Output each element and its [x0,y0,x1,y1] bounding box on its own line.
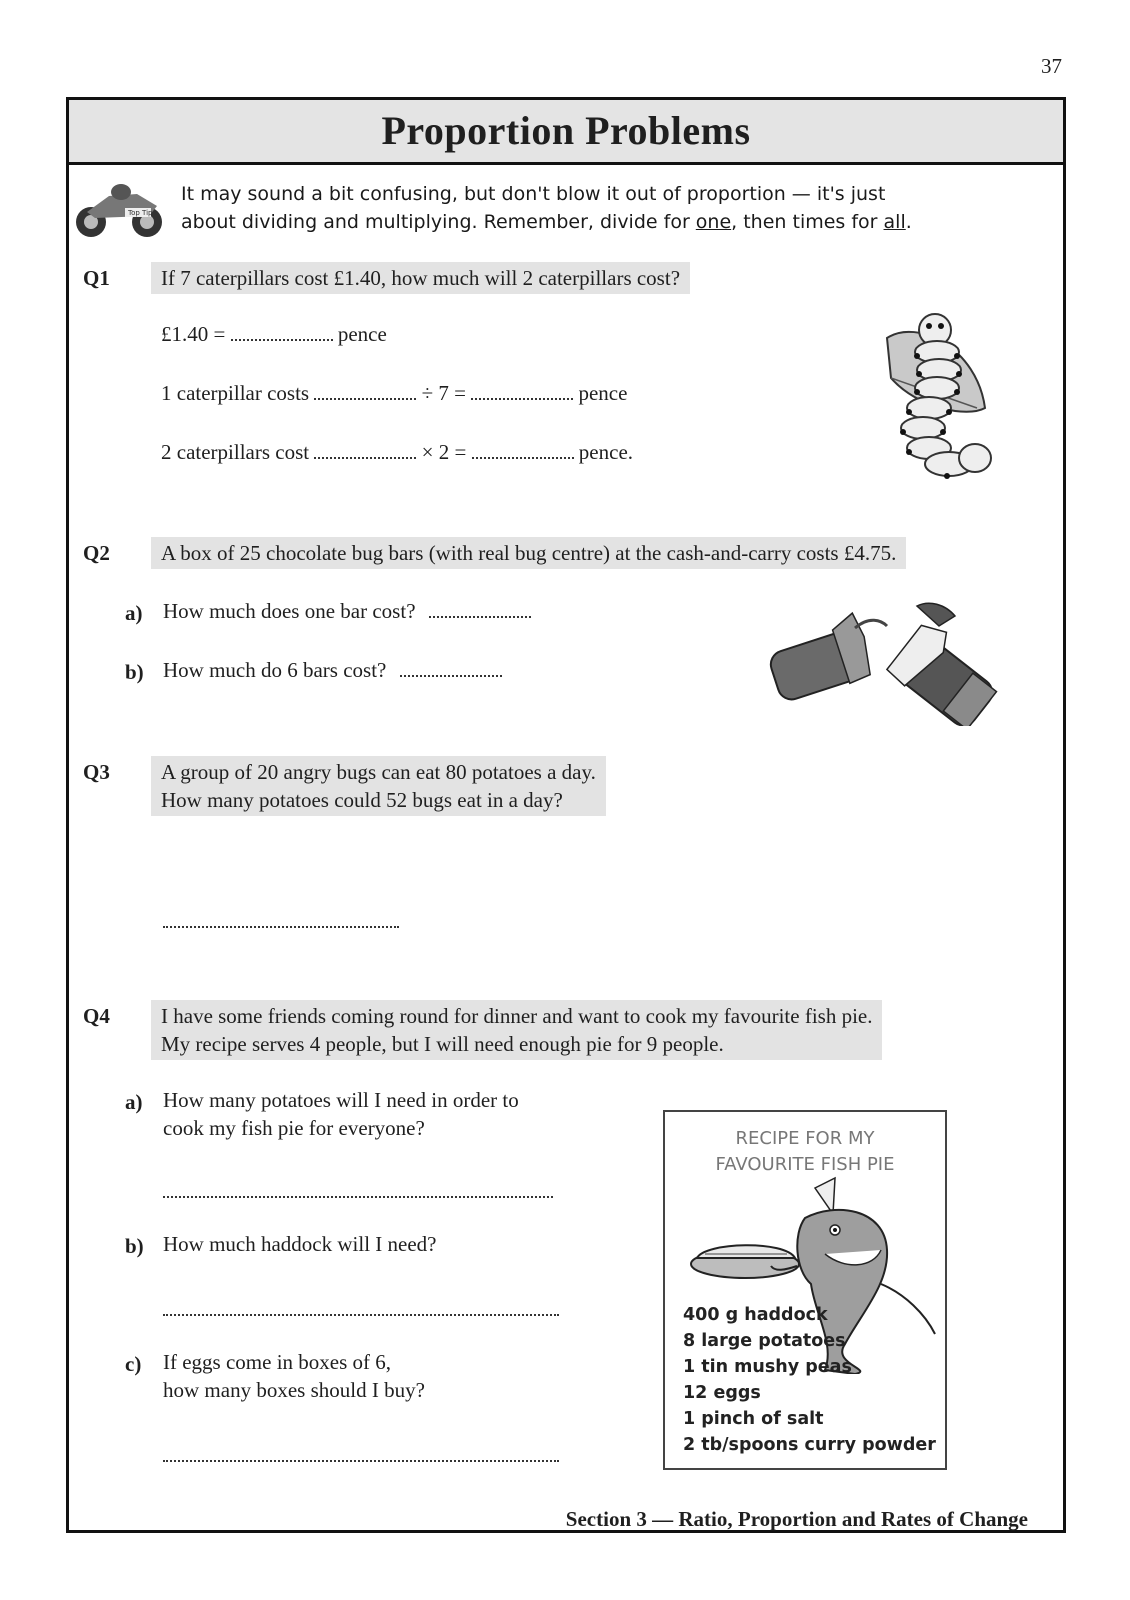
q4-b-text: How much haddock will I need? [163,1232,437,1256]
q4-question: I have some friends coming round for dinner and want to cook my favourite fish pie. My recipe serves 4 people, but I will need enough pie for 9 people. [151,1000,882,1060]
q1-answer-one[interactable] [471,384,573,400]
recipe-item: 400 g haddock [683,1305,828,1325]
q3-answer[interactable] [163,912,399,933]
q1-answer-two[interactable] [472,443,574,459]
recipe-card [663,1110,947,1470]
q3-label: Q3 [83,760,110,784]
q1-answer-pence[interactable] [231,325,333,341]
tip-underline-one: one [695,211,732,233]
recipe-item: 8 large potatoes [683,1331,846,1351]
q1-answer-one-2[interactable] [314,443,416,459]
recipe-item: 1 tin mushy peas [683,1357,852,1377]
q2-a-text: How much does one bar cost? [163,597,531,625]
q3-question: A group of 20 angry bugs can eat 80 potatoes a day. How many potatoes could 52 bugs eat in a day? [151,756,606,816]
q2-a-label: a) [125,601,143,625]
worksheet-frame [66,97,1066,1533]
q4-b-label: b) [125,1234,144,1258]
q2-label: Q2 [83,541,110,565]
q4-a-answer[interactable] [163,1182,553,1203]
recipe-ingredients [683,1302,936,1458]
q1-line-1: £1.40 = pence [161,322,387,346]
q4-b-answer[interactable] [163,1300,559,1321]
page-number: 37 [1041,54,1062,78]
top-tip [69,172,1059,252]
q2-b-answer[interactable] [400,661,502,677]
motorbike-icon [69,182,169,242]
recipe-item: 12 eggs [683,1383,761,1403]
q1-question: If 7 caterpillars cost £1.40, how much will 2 caterpillars cost? [151,262,690,294]
tip-line-1: It may sound a bit confusing, but don't blow it out of proportion — it's just [181,183,886,205]
q4-c-label: c) [125,1352,142,1376]
q4-a-label: a) [125,1090,143,1114]
q2-b-label: b) [125,660,144,684]
top-tip-badge: Top Tip [128,209,153,217]
q1-line-3: 2 caterpillars cost × 2 = pence. [161,440,634,464]
recipe-item: 2 tb/spoons curry powder [683,1435,936,1455]
chocolate-bar-illustration [769,596,1009,726]
q4-c-answer[interactable] [163,1446,559,1467]
section-footer: Section 3 — Ratio, Proportion and Rates of Change [565,1507,1028,1531]
q4-c-text: If eggs come in boxes of 6, how many boxes should I buy? [163,1350,425,1402]
recipe-title: RECIPE FOR MY FAVOURITE FISH PIE [715,1128,895,1175]
tip-text [181,180,912,236]
q1-label: Q1 [83,266,110,290]
tip-line-2: about dividing and multiplying. Remember, divide for one, then times for all. [181,211,912,233]
caterpillar-illustration [877,308,997,488]
q1-line-2: 1 caterpillar costs ÷ 7 = pence [161,381,628,405]
q2-question: A box of 25 chocolate bug bars (with real bug centre) at the cash-and-carry costs £4.75. [151,537,906,569]
q2-a-answer[interactable] [429,602,531,618]
q2-b-text: How much do 6 bars cost? [163,656,502,684]
page-title: Proportion Problems [381,108,751,153]
q4-label: Q4 [83,1004,110,1028]
recipe-item: 1 pinch of salt [683,1409,824,1429]
q1-answer-total-1[interactable] [314,384,416,400]
tip-underline-all: all [883,211,906,233]
title-bar [69,100,1063,165]
q4-a-text: How many potatoes will I need in order to cook my fish pie for everyone? [163,1088,519,1140]
